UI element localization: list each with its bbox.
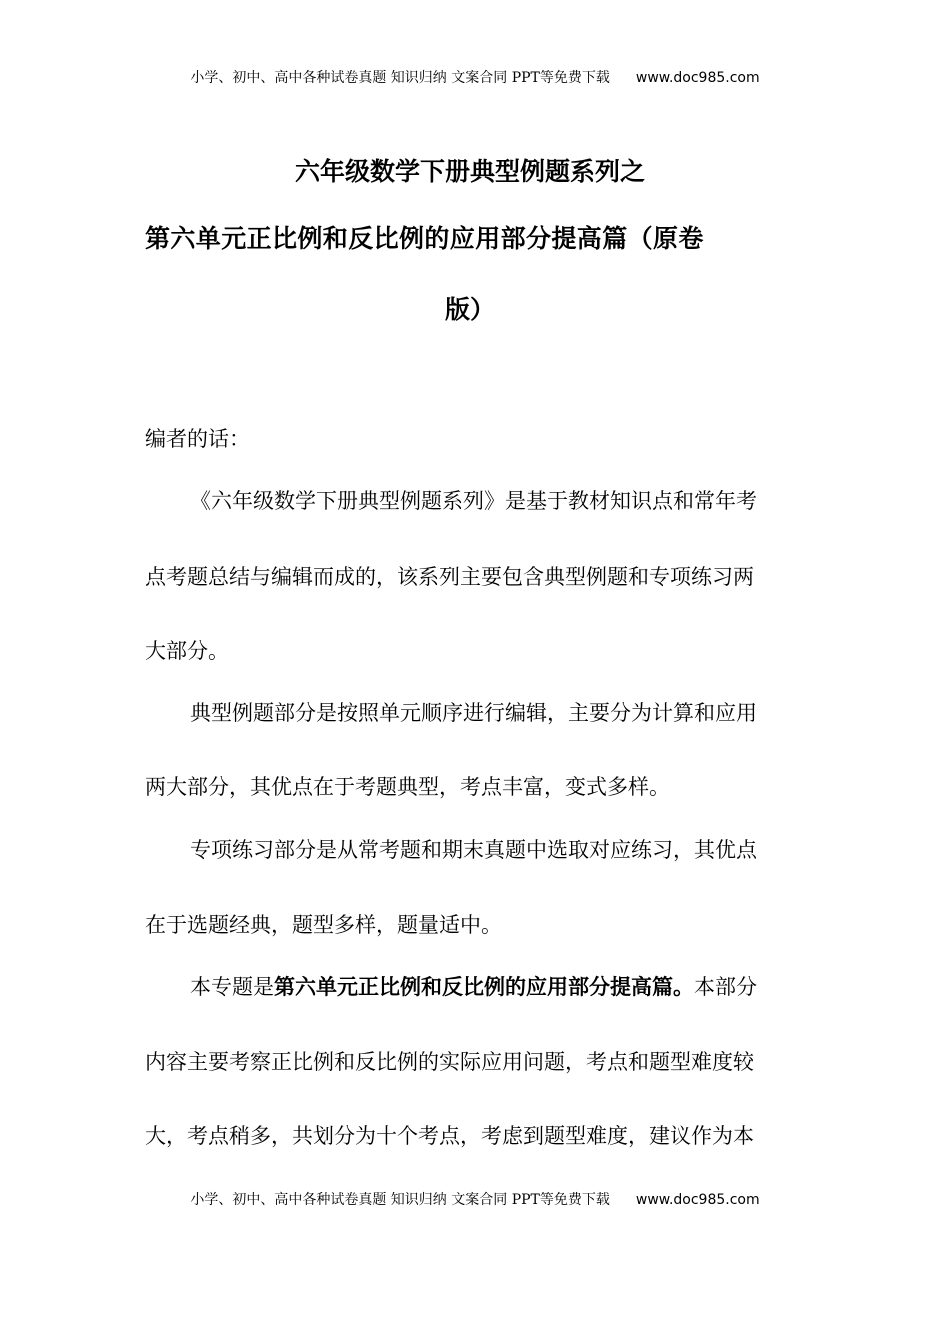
page-footer [0, 1190, 950, 1210]
paragraph-3-line-1: 专项练习部分是从常考题和期末真题中选取对应练习，其优点 [190, 838, 757, 862]
editor-label: 编者的话： [145, 427, 250, 451]
paragraph-4-line-2: 内容主要考察正比例和反比例的实际应用问题，考点和题型难度较 [145, 1050, 754, 1074]
title-line-2: 第六单元正比例和反比例的应用部分提高篇（原卷 [145, 224, 704, 253]
paragraph-4-bold-topic: 第六单元正比例和反比例的应用部分提高篇。 [274, 975, 694, 999]
paragraph-3-line-2: 在于选题经典，题型多样，题量适中。 [145, 913, 502, 937]
paragraph-4-line-1 [190, 972, 795, 1002]
header-text: 小学、初中、高中各种试卷真题 知识归纳 文案合同 PPT等免费下载 [190, 70, 610, 86]
paragraph-2-line-1: 典型例题部分是按照单元顺序进行编辑，主要分为计算和应用 [190, 701, 757, 725]
header-site-link[interactable]: www.doc985.com [635, 70, 760, 86]
paragraph-1-line-2: 点考题总结与编辑而成的，该系列主要包含典型例题和专项练习两 [145, 565, 754, 589]
paragraph-1-line-3: 大部分。 [145, 639, 229, 663]
paragraph-4-suffix: 本部分 [694, 975, 757, 999]
title-line-1: 六年级数学下册典型例题系列之 [294, 157, 645, 186]
paragraph-2-line-2: 两大部分，其优点在于考题典型，考点丰富，变式多样。 [145, 775, 670, 799]
paragraph-4-prefix: 本专题是 [190, 975, 274, 999]
paragraph-1-line-1: 《六年级数学下册典型例题系列》是基于教材知识点和常年考 [190, 489, 757, 513]
paragraph-4-line-3: 大，考点稍多，共划分为十个考点，考虑到题型难度，建议作为本 [145, 1124, 754, 1148]
footer-site-link[interactable]: www.doc985.com [635, 1192, 760, 1208]
footer-text: 小学、初中、高中各种试卷真题 知识归纳 文案合同 PPT等免费下载 [190, 1192, 610, 1208]
page-header [0, 68, 950, 88]
title-line-3: 版） [444, 295, 495, 324]
